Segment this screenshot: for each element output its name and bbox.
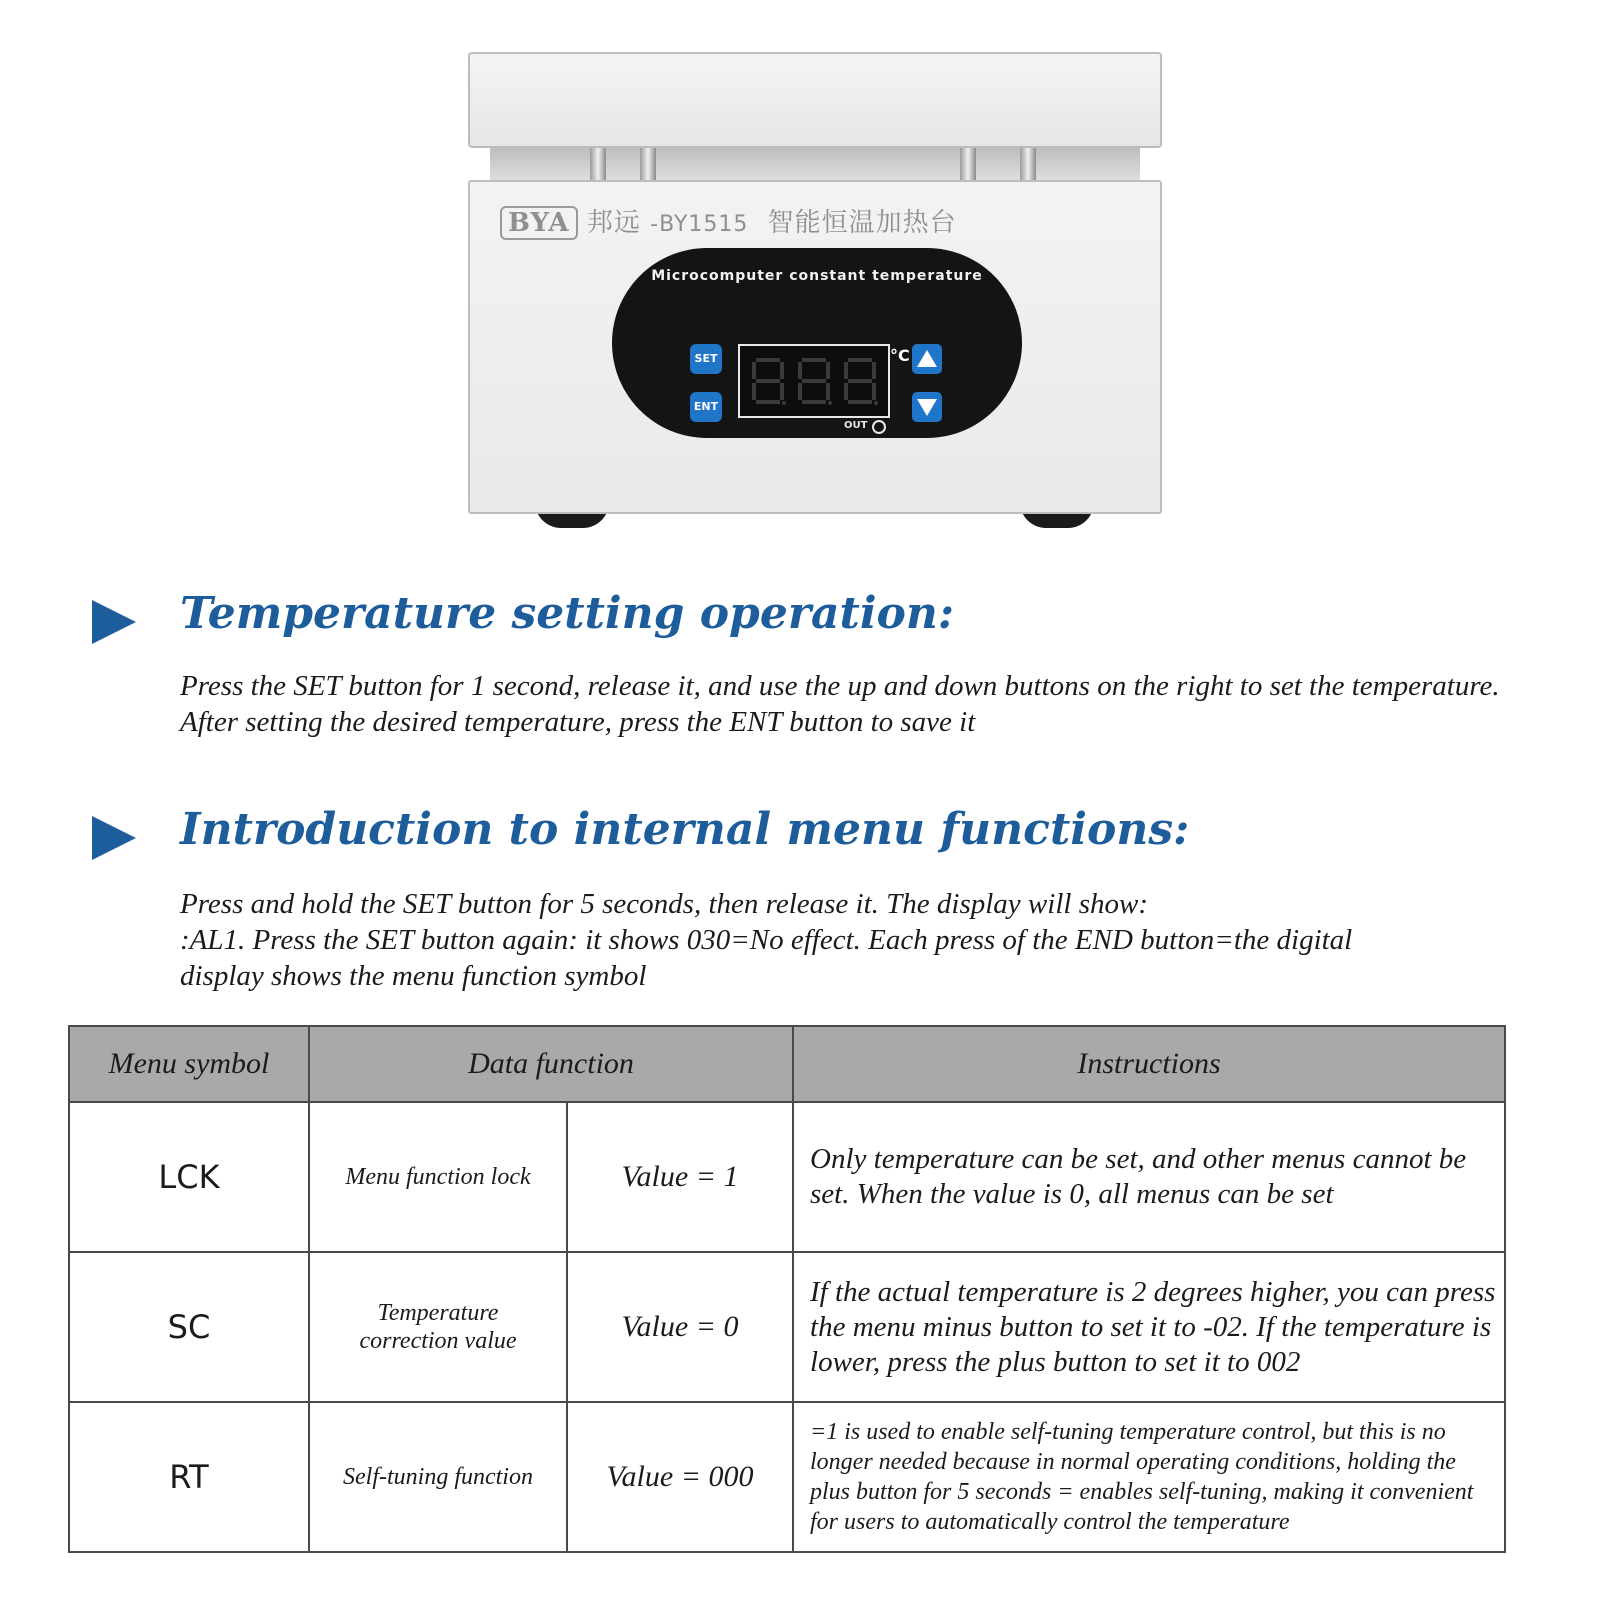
temperature-setting-text: Press the SET button for 1 second, release it, and use the up and down buttons on the right to set the temperature. After setting the desired temperature, press the ENT button to save it [180,670,1500,738]
plate-support-posts [520,144,1120,184]
header-data-function: Data function [309,1026,793,1102]
table-row [69,1102,1505,1252]
table-header-row [69,1026,1505,1102]
value-cell: Value = 000 [567,1402,793,1552]
instructions-cell: If the actual temperature is 2 degrees higher, you can press the menu minus button to set it to -02. If the temperature is lower, press the plus button to set it to 002 [793,1252,1505,1402]
value-cell: Value = 0 [567,1252,793,1402]
table-row [69,1252,1505,1402]
function-name-cell: Self-tuning function [309,1402,567,1552]
menu-symbol-cell: RT [69,1402,309,1552]
function-name-cell: Temperature correction value [309,1252,567,1402]
value-cell: Value = 1 [567,1102,793,1252]
brand-chinese-name: 邦远 [586,208,641,238]
support-post [960,144,976,184]
menu-functions-text [180,886,1520,994]
set-button[interactable]: SET [690,344,722,374]
control-panel [612,248,1022,438]
section-heading-temperature-setting: Temperature setting operation: [180,588,955,639]
play-bullet-icon [90,814,138,862]
support-post [1020,144,1036,184]
menu-symbol-cell: LCK [69,1102,309,1252]
out-indicator-icon [872,420,886,434]
heating-plate-top [468,52,1162,148]
triangle-up-icon[interactable] [912,344,942,374]
instructions-cell: =1 is used to enable self-tuning temperature control, but this is no longer needed because in normal operating conditions, holding the plus button for 5 seconds = enables self-tuning, making it convenient for users to automatically control the temperature [793,1402,1505,1552]
header-menu-symbol: Menu symbol [69,1026,309,1102]
menu-functions-line: Press and hold the SET button for 5 seconds, then release it. The display will show: [180,888,1148,920]
menu-functions-line: display shows the menu function symbol [180,960,647,992]
ent-button[interactable]: ENT [690,392,722,422]
display-digit [796,356,832,406]
instructions-cell: Only temperature can be set, and other menus cannot be set. When the value is 0, all menus can be set [793,1102,1505,1252]
support-post [590,144,606,184]
device-brand [500,202,957,239]
display-digit [842,356,878,406]
out-label: OUT [844,420,868,431]
table-row [69,1402,1505,1552]
seven-segment-display [738,344,890,418]
menu-functions-line: :AL1. Press the SET button again: it shows 030=No effect. Each press of the END button=the digital [180,924,1353,956]
play-bullet-icon [90,598,138,646]
model-chinese-name: 智能恒温加热台 [767,208,957,238]
panel-title: Microcomputer constant temperature [651,268,983,284]
brand-logo: BYA [500,206,578,240]
menu-symbol-cell: SC [69,1252,309,1402]
heating-plate-image [460,40,1180,560]
triangle-down-icon[interactable] [912,392,942,422]
model-number: -BY1515 [650,212,749,237]
celsius-unit-label: °C [890,346,910,365]
support-post [640,144,656,184]
display-digit [750,356,786,406]
header-instructions: Instructions [793,1026,1505,1102]
function-name-cell: Menu function lock [309,1102,567,1252]
menu-function-table [68,1025,1506,1553]
section-heading-menu-functions: Introduction to internal menu functions: [180,804,1190,855]
